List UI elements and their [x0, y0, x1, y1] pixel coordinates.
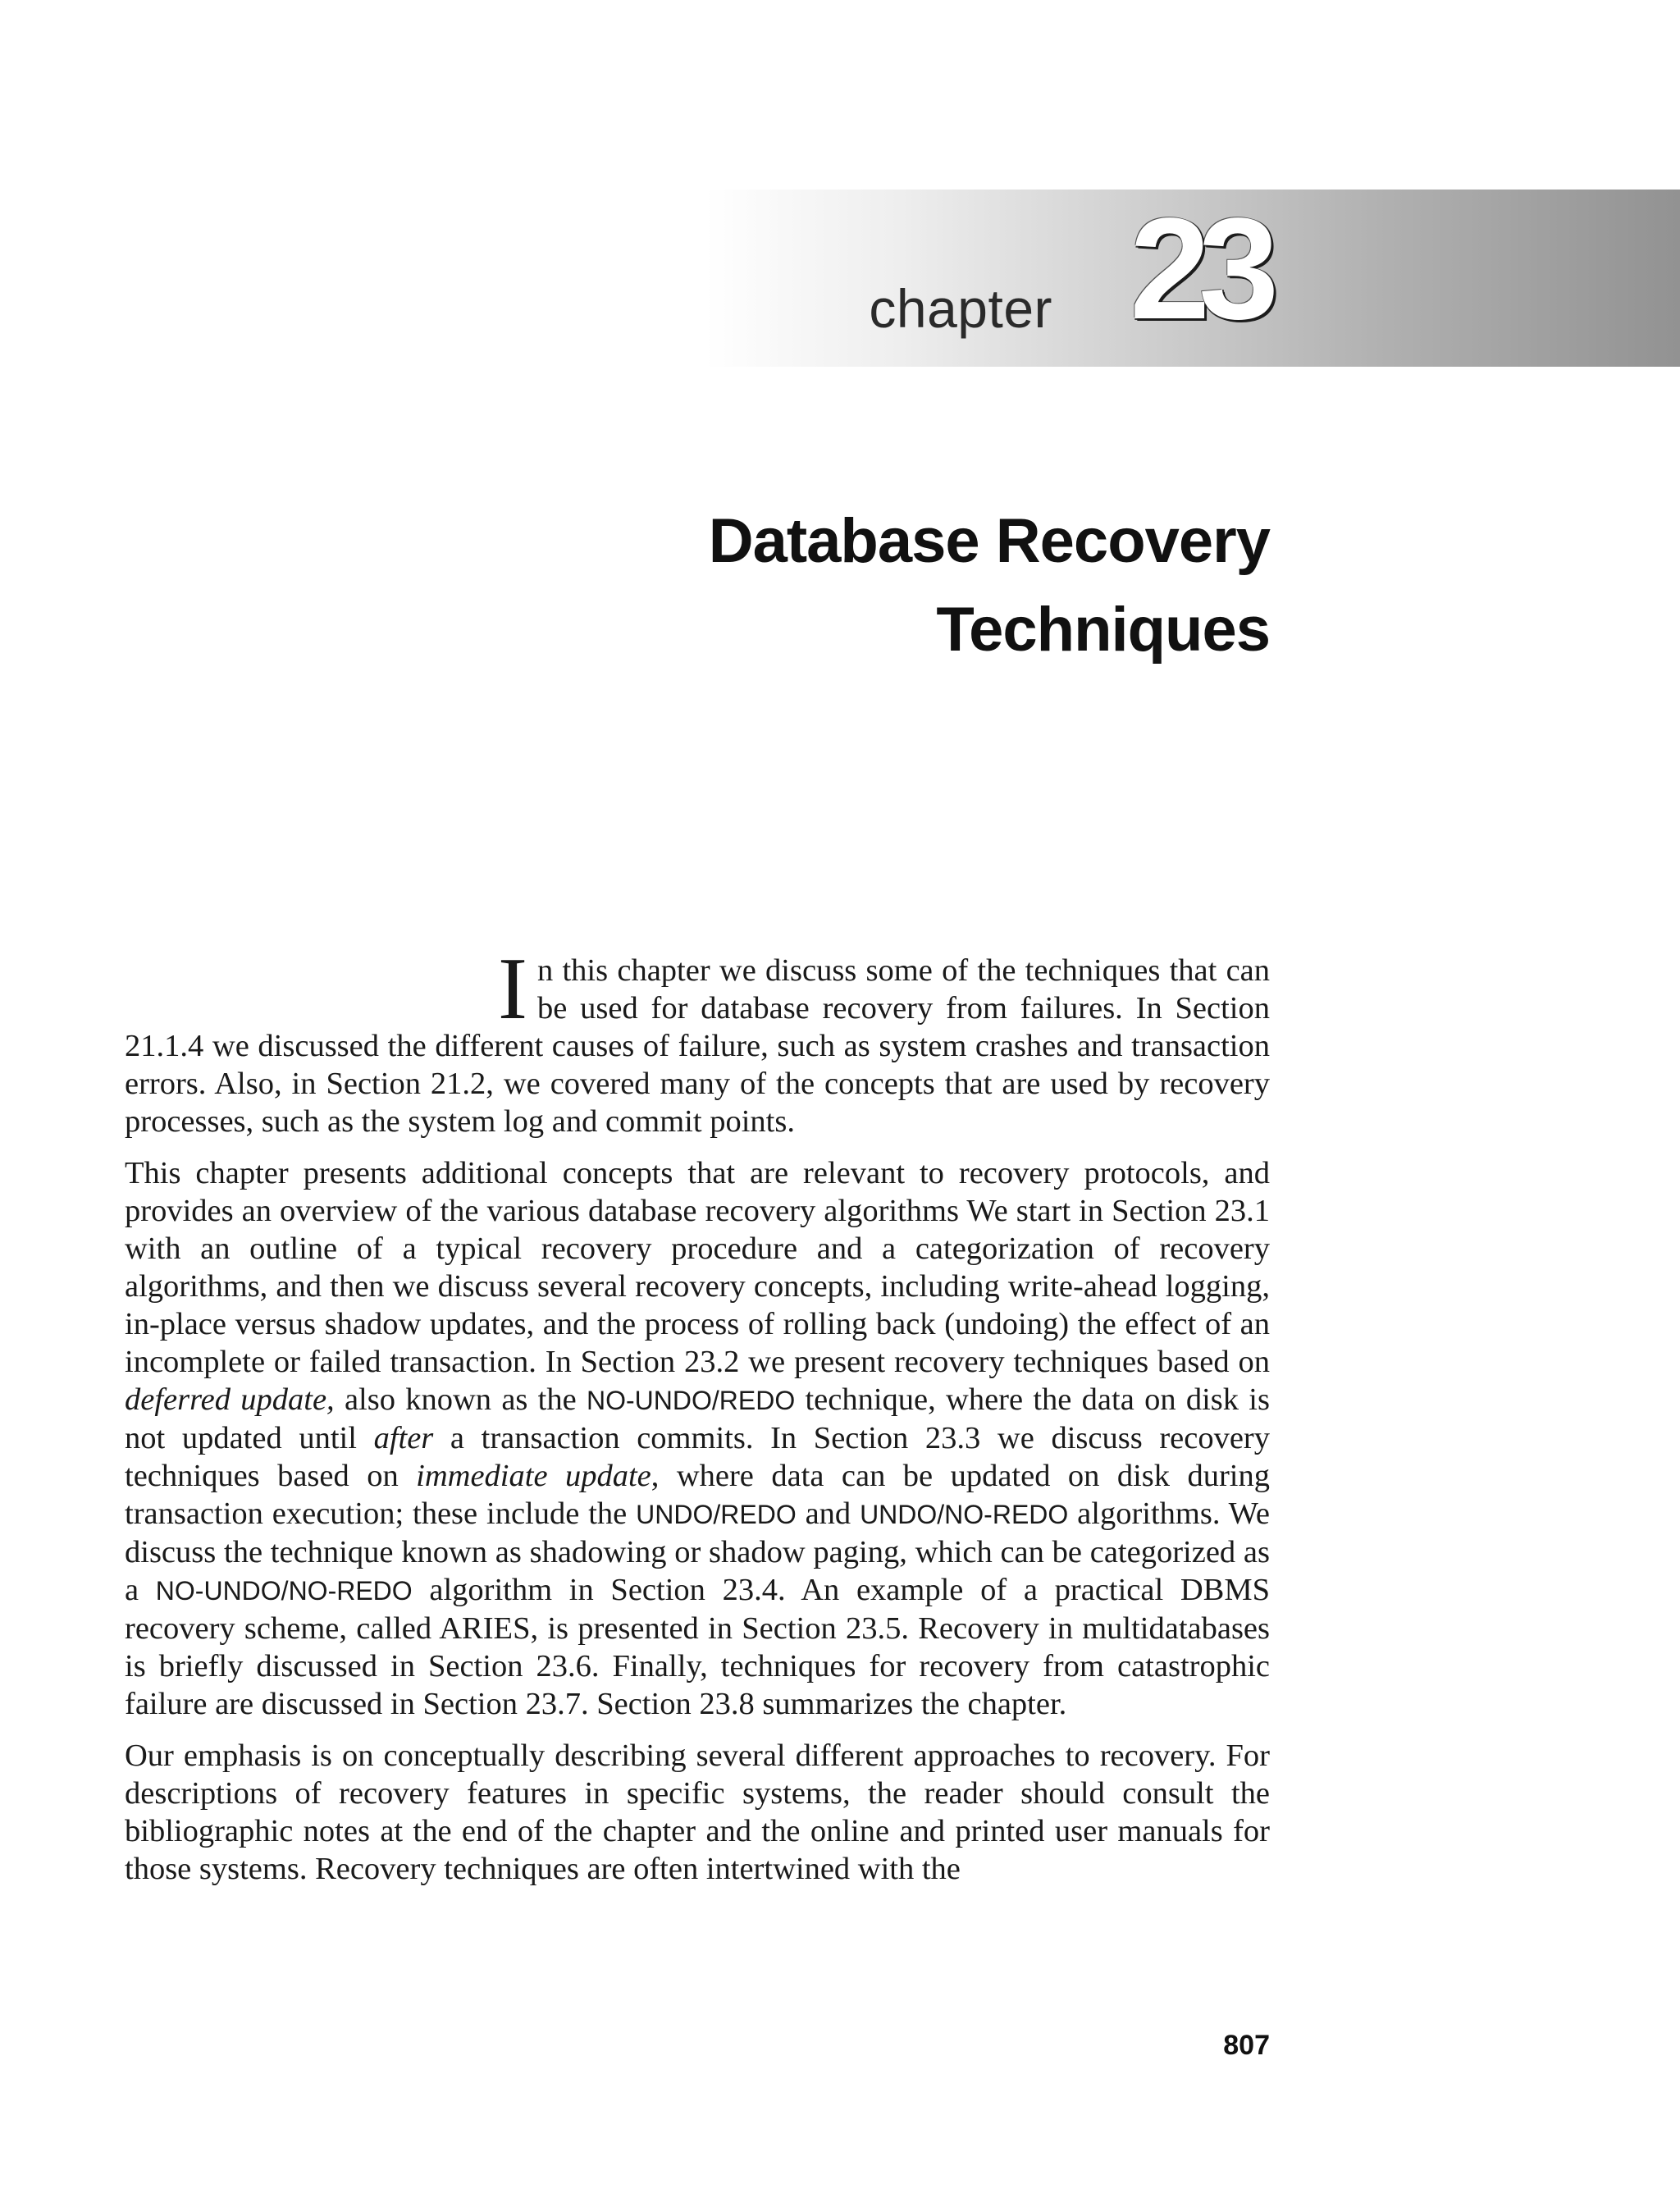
paragraph-emphasis-text: Our emphasis is on conceptually describing several different approaches to recovery. For descriptions of recovery features in specific systems, the reader should consult the bibliographic notes at the end of the chapter and the online and printed user manuals for those systems. Recovery techniques are often intertwined with the [125, 1738, 1270, 1886]
paragraph-intro-text: n this chapter we discuss some of the techniques that can be used for database recovery from failures. In Section 21.1.4 we discussed the different causes of failure, such as system crashes and transaction errors. Also, in Section 21.2, we covered many of the concepts that are used by recovery processes, such as the system log and commit points. [125, 953, 1270, 1139]
chapter-title-line-1: Database Recovery [708, 506, 1270, 576]
overview-text-6: and [796, 1496, 861, 1531]
overview-term-no-undo-no-redo: NO-UNDO/NO-REDO [155, 1576, 413, 1606]
overview-term-undo-redo: UNDO/REDO [636, 1500, 797, 1529]
overview-text-8: algorithm in Section 23.4. An example of a practical DBMS recovery scheme, called ARIES, is presented in Section 23.5. Recovery in multidatabases is briefly discussed in Section 23.6. Finally, techniques for recovery from catastrophic failure are discussed in Section 23.7. Section 23.8 summarizes the chapter. [125, 1573, 1270, 1721]
overview-text-5: , where data can be updated on disk during transaction execution; these include the [125, 1459, 1270, 1531]
chapter-label: chapter [869, 278, 1052, 339]
body-text [125, 940, 1270, 1902]
overview-text-3: technique, where the data on disk is not updated until [125, 1382, 1270, 1455]
overview-emphasis-after: after [373, 1421, 434, 1455]
drop-cap: I [498, 940, 527, 1038]
overview-text-1: This chapter presents additional concepts that are relevant to recovery protocols, and provides an overview of the various database recovery algorithms We start in Section 23.1 with an outline of a typical recovery procedure and a categorization of recovery algorithms, and then we discuss several recovery concepts, including write-ahead logging, in-place versus shadow updates, and the process of rolling back (undoing) the effect of an incomplete or failed transaction. In Section 23.2 we present recovery techniques based on [125, 1156, 1270, 1379]
overview-term-undo-no-redo: UNDO/NO-REDO [860, 1500, 1069, 1529]
overview-term-no-undo-redo: NO-UNDO/REDO [586, 1386, 796, 1415]
overview-text-2: also known as the [334, 1382, 587, 1417]
overview-text-4: a transaction commits. In Section 23.3 we discuss recovery techniques based on [125, 1421, 1270, 1493]
drop-cap-indent [125, 952, 498, 1027]
paragraph-overview [125, 1154, 1270, 1723]
paragraph-emphasis [125, 1737, 1270, 1888]
chapter-title [450, 497, 1270, 674]
page-number: 807 [1223, 2030, 1270, 2061]
overview-emphasis-immediate-update: immediate update [416, 1459, 651, 1493]
overview-emphasis-deferred-update: deferred update, [125, 1382, 335, 1417]
chapter-number: 23 [1130, 189, 1267, 349]
overview-text-7: algorithms. We discuss the technique known as shadowing or shadow paging, which can be categorized as a [125, 1496, 1270, 1607]
chapter-title-line-2: Techniques [936, 595, 1270, 665]
paragraph-intro [125, 940, 1270, 1140]
